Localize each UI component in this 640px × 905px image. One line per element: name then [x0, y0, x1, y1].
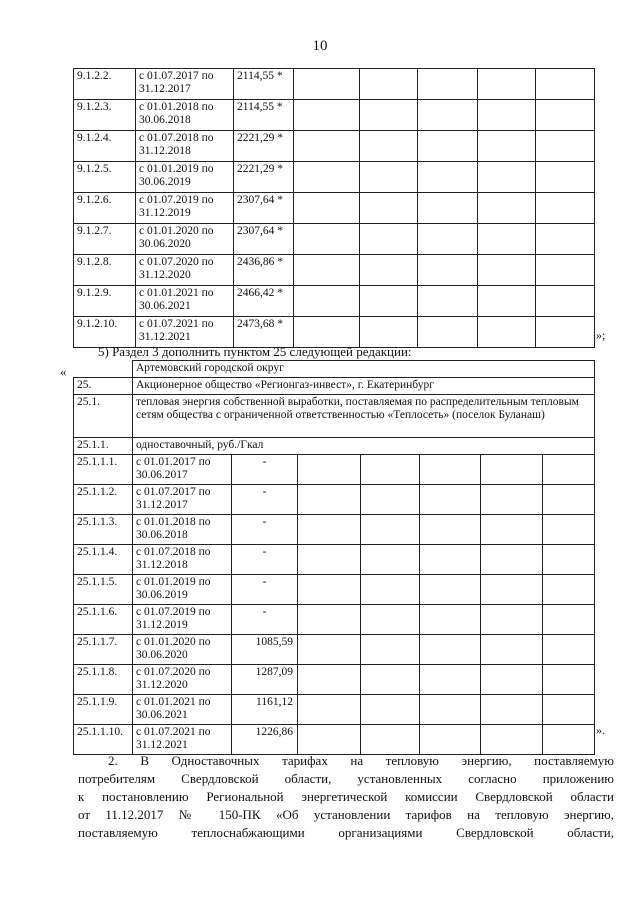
table-row: [74, 635, 595, 665]
row-code: 9.1.2.2.: [74, 69, 136, 100]
row-value: 2221,29 *: [234, 131, 294, 162]
paragraph-line: поставляемую теплоснабжающими организациями Свердловской области,: [78, 825, 614, 840]
empty-cell: [543, 725, 595, 755]
empty-cell: [298, 635, 361, 665]
row-value: 1226,86: [232, 725, 298, 755]
row-period: с 01.07.2021 по 31.12.2021: [133, 725, 232, 755]
section5-heading: 5) Раздел 3 дополнить пунктом 25 следующей редакции:: [98, 344, 412, 359]
table-row: [74, 605, 595, 635]
empty-cell: [536, 286, 595, 317]
empty-cell: [481, 545, 543, 575]
open-quote: «: [60, 364, 67, 379]
empty-cell: [478, 162, 536, 193]
empty-cell: [418, 193, 478, 224]
row-value: 2114,55 *: [234, 69, 294, 100]
row-value: 2221,29 *: [234, 162, 294, 193]
empty-cell: [361, 515, 420, 545]
table-row: [74, 455, 595, 485]
row-value: 1287,09: [232, 665, 298, 695]
tariff-table-25: [73, 360, 595, 755]
row-period: с 01.01.2017 по 30.06.2017: [133, 455, 232, 485]
row-code: 25.1.1.: [74, 438, 133, 455]
row-period: с 01.01.2020 по 30.06.2020: [136, 224, 234, 255]
row-value: -: [232, 575, 298, 605]
empty-cell: [294, 69, 360, 100]
row-period: с 01.07.2017 по 31.12.2017: [133, 485, 232, 515]
empty-cell: [481, 605, 543, 635]
org-name: Акционерное общество «Регионгаз-инвест», г. Екатеринбург: [133, 378, 595, 395]
energy-type-row: [74, 395, 595, 438]
row-value: -: [232, 605, 298, 635]
empty-cell: [360, 224, 418, 255]
empty-cell: [361, 455, 420, 485]
empty-cell: [543, 515, 595, 545]
empty-cell: [536, 255, 595, 286]
empty-cell: [543, 545, 595, 575]
empty-cell: [298, 665, 361, 695]
empty-cell: [536, 224, 595, 255]
empty-cell: [418, 286, 478, 317]
empty-cell: [543, 485, 595, 515]
empty-cell: [418, 100, 478, 131]
row-period: с 01.07.2019 по 31.12.2019: [136, 193, 234, 224]
empty-cell: [360, 69, 418, 100]
empty-cell: [543, 635, 595, 665]
row-code: 25.1.1.3.: [74, 515, 133, 545]
empty-cell: [360, 317, 418, 348]
row-value: -: [232, 485, 298, 515]
empty-cell: [481, 695, 543, 725]
district-name: Артемовский городской округ: [133, 361, 595, 378]
row-period: с 01.07.2017 по 31.12.2017: [136, 69, 234, 100]
paragraph-line: 2. В Одноставочных тарифах на тепловую энергию, поставляемую: [108, 753, 614, 768]
empty-cell: [298, 695, 361, 725]
row-code: 25.1.1.6.: [74, 605, 133, 635]
empty-cell: [536, 162, 595, 193]
empty-cell: [361, 485, 420, 515]
row-value: -: [232, 545, 298, 575]
table-row: [74, 131, 595, 162]
district-row: [74, 361, 595, 378]
rate-type-text: одноставочный, руб./Гкал: [133, 438, 595, 455]
empty-cell: [298, 515, 361, 545]
empty-cell: [478, 286, 536, 317]
empty-cell: [543, 605, 595, 635]
row-value: 2466,42 *: [234, 286, 294, 317]
empty-cell: [478, 317, 536, 348]
empty-cell: [481, 725, 543, 755]
row-code: 25.1.1.9.: [74, 695, 133, 725]
row-code: 9.1.2.10.: [74, 317, 136, 348]
empty-cell: [543, 695, 595, 725]
empty-cell: [478, 193, 536, 224]
empty-cell: [361, 605, 420, 635]
empty-cell: [536, 317, 595, 348]
table-row: [74, 286, 595, 317]
row-value: 1085,59: [232, 635, 298, 665]
row-period: с 01.01.2021 по 30.06.2021: [133, 695, 232, 725]
table-row: [74, 224, 595, 255]
paragraph-line: к постановлению Региональной энергетической комиссии Свердловской области: [78, 789, 614, 804]
tariff-table-9: [73, 68, 595, 348]
empty-cell: [478, 100, 536, 131]
row-period: с 01.07.2018 по 31.12.2018: [133, 545, 232, 575]
empty-cell: [536, 69, 595, 100]
empty-cell: [294, 100, 360, 131]
table-row: [74, 575, 595, 605]
row-code: 9.1.2.8.: [74, 255, 136, 286]
empty-cell: [298, 485, 361, 515]
table-row: [74, 515, 595, 545]
table-row: [74, 255, 595, 286]
empty-cell: [418, 162, 478, 193]
table-row: [74, 665, 595, 695]
empty-cell: [536, 131, 595, 162]
empty-cell: [298, 575, 361, 605]
empty-cell: [361, 575, 420, 605]
table-row: [74, 545, 595, 575]
table1-end-mark: »;: [596, 328, 606, 342]
table-row: [74, 317, 595, 348]
empty-cell: [361, 725, 420, 755]
row-value: 1161,12: [232, 695, 298, 725]
empty-cell: [361, 695, 420, 725]
row-code: 25.1.1.5.: [74, 575, 133, 605]
row-period: с 01.01.2020 по 30.06.2020: [133, 635, 232, 665]
row-code: 25.1.: [74, 395, 133, 438]
empty-cell: [361, 545, 420, 575]
empty-cell: [298, 455, 361, 485]
table-row: [74, 193, 595, 224]
row-period: с 01.07.2021 по 31.12.2021: [136, 317, 234, 348]
empty-cell: [360, 100, 418, 131]
empty-cell: [294, 224, 360, 255]
table-row: [74, 162, 595, 193]
row-period: с 01.01.2018 по 30.06.2018: [136, 100, 234, 131]
row-code: 25.: [74, 378, 133, 395]
empty-cell: [543, 575, 595, 605]
empty-cell: [418, 131, 478, 162]
empty-cell: [360, 193, 418, 224]
empty-cell: [420, 635, 481, 665]
row-period: с 01.07.2020 по 31.12.2020: [136, 255, 234, 286]
empty-cell: [420, 515, 481, 545]
row-period: с 01.07.2020 по 31.12.2020: [133, 665, 232, 695]
empty-cell: [418, 255, 478, 286]
row-period: с 01.01.2018 по 30.06.2018: [133, 515, 232, 545]
row-code: 9.1.2.5.: [74, 162, 136, 193]
empty-cell: [294, 317, 360, 348]
empty-cell: [360, 255, 418, 286]
energy-type-text: тепловая энергия собственной выработки, поставляемая по распределительным тепловым сетям общества с ограниченной ответственностью «Теплосеть» (поселок Буланаш): [133, 395, 595, 438]
row-period: с 01.07.2019 по 31.12.2019: [133, 605, 232, 635]
row-period: с 01.01.2019 по 30.06.2019: [136, 162, 234, 193]
row-code: 25.1.1.1.: [74, 455, 133, 485]
row-value: -: [232, 455, 298, 485]
empty-cell: [361, 635, 420, 665]
table-row: [74, 485, 595, 515]
empty-cell: [420, 575, 481, 605]
empty-cell: [298, 605, 361, 635]
org-row: [74, 378, 595, 395]
row-value: 2307,64 *: [234, 224, 294, 255]
empty-cell: [360, 286, 418, 317]
empty-cell: [536, 193, 595, 224]
row-value: -: [232, 515, 298, 545]
empty-cell: [418, 69, 478, 100]
row-code: 9.1.2.6.: [74, 193, 136, 224]
empty-cell: [294, 131, 360, 162]
empty-cell: [481, 635, 543, 665]
row-code: 9.1.2.4.: [74, 131, 136, 162]
table-row: [74, 100, 595, 131]
row-value: 2436,86 *: [234, 255, 294, 286]
paragraph-line: от 11.12.2017 № 150-ПК «Об установлении тарифов на тепловую энергию,: [78, 807, 614, 822]
empty-cell: [481, 455, 543, 485]
row-period: с 01.01.2019 по 30.06.2019: [133, 575, 232, 605]
empty-cell: [418, 224, 478, 255]
empty-cell: [420, 725, 481, 755]
row-period: с 01.01.2021 по 30.06.2021: [136, 286, 234, 317]
empty-cell: [481, 665, 543, 695]
row-period: с 01.07.2018 по 31.12.2018: [136, 131, 234, 162]
empty-cell: [478, 69, 536, 100]
paragraph-line: потребителям Свердловской области, установленных согласно приложению: [78, 771, 614, 786]
row-code: 9.1.2.3.: [74, 100, 136, 131]
rate-type-row: [74, 438, 595, 455]
empty-cell: [543, 455, 595, 485]
row-code: 9.1.2.7.: [74, 224, 136, 255]
empty-cell: [543, 665, 595, 695]
table-row: [74, 69, 595, 100]
row-code: 25.1.1.7.: [74, 635, 133, 665]
empty-cell: [478, 131, 536, 162]
empty-cell: [420, 605, 481, 635]
row-code: 25.1.1.2.: [74, 485, 133, 515]
empty-cell: [294, 162, 360, 193]
empty-cell: [481, 575, 543, 605]
row-value: 2114,55 *: [234, 100, 294, 131]
empty-cell: [298, 725, 361, 755]
empty-cell: [420, 485, 481, 515]
row-code: 25.1.1.10.: [74, 725, 133, 755]
table-row: [74, 695, 595, 725]
page-number: 10: [312, 38, 328, 54]
empty-cell: [360, 162, 418, 193]
empty-cell: [294, 255, 360, 286]
row-code: 25.1.1.8.: [74, 665, 133, 695]
empty-cell: [420, 455, 481, 485]
empty-cell: [478, 224, 536, 255]
empty-cell: [361, 665, 420, 695]
empty-cell: [536, 100, 595, 131]
empty-cell: [481, 485, 543, 515]
empty-cell: [420, 665, 481, 695]
empty-cell: [478, 255, 536, 286]
empty-cell: [418, 317, 478, 348]
paragraph-2: [78, 752, 614, 842]
table-row: [74, 725, 595, 755]
row-code: 25.1.1.4.: [74, 545, 133, 575]
table2-end-mark: ».: [596, 723, 605, 737]
row-value: 2473,68 *: [234, 317, 294, 348]
empty-cell: [294, 286, 360, 317]
empty-cell: [420, 545, 481, 575]
row-value: 2307,64 *: [234, 193, 294, 224]
empty-cell: [420, 695, 481, 725]
empty-cell: [294, 193, 360, 224]
row-code: 9.1.2.9.: [74, 286, 136, 317]
empty-cell: [481, 515, 543, 545]
empty-cell: [360, 131, 418, 162]
empty-cell: [298, 545, 361, 575]
